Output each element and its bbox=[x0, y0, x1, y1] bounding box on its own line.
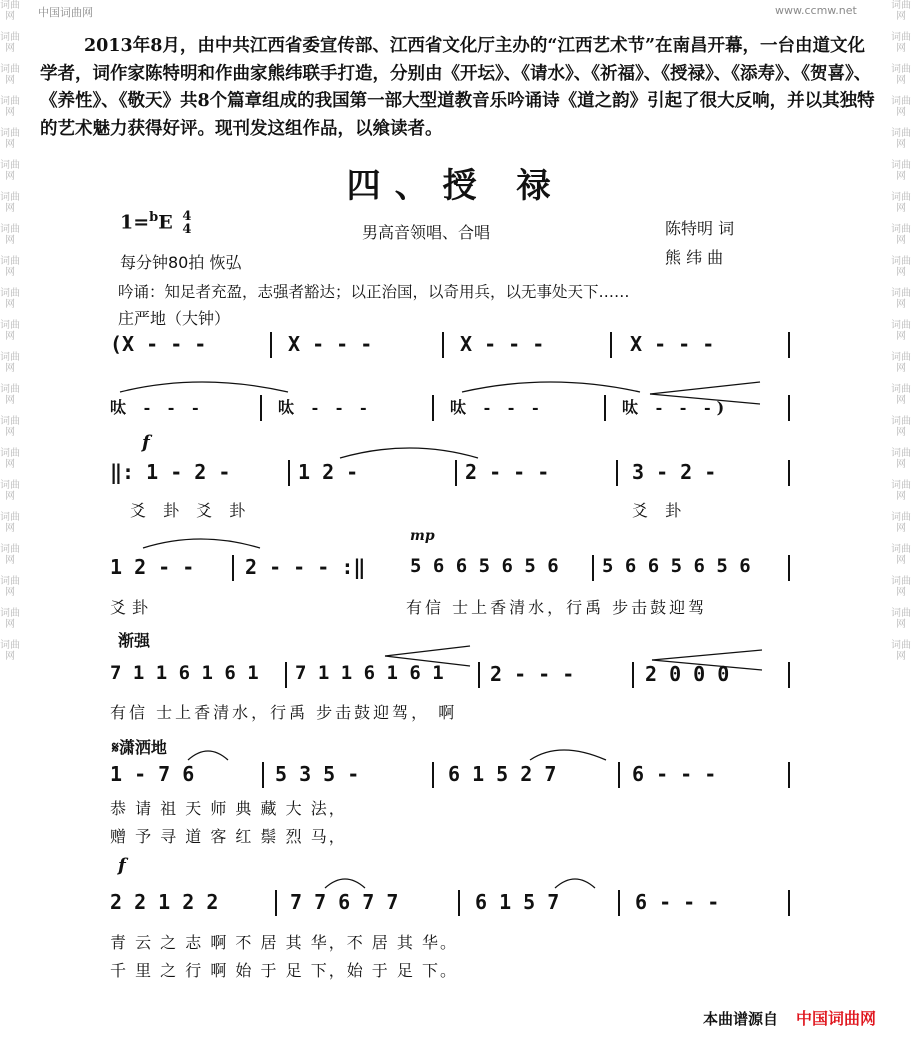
watermark-site: 中国词曲网 bbox=[38, 6, 93, 19]
barline bbox=[458, 890, 460, 916]
barline bbox=[592, 555, 594, 581]
score-row-7 bbox=[110, 890, 800, 980]
barline bbox=[618, 890, 620, 916]
hairpin-line bbox=[385, 646, 470, 656]
source-brand-link[interactable]: 中国词曲网 bbox=[795, 1009, 876, 1028]
measure-4: 6 - - - bbox=[635, 890, 720, 914]
time-signature: 4 4 bbox=[182, 209, 192, 238]
lyric-line: 爻卦 bbox=[110, 598, 155, 617]
key-signature: 1=$^b$E 4 4 bbox=[120, 209, 192, 238]
edge-watermark-left: 词曲网 词曲网 词曲网 词曲网 词曲网 词曲网 词曲网 词曲网 词曲网 词曲网 词曲网 词曲网 词曲网 词曲网 词曲网 词曲网 词曲网 词曲网 词曲网 词曲网 词曲网 bbox=[0, 0, 20, 662]
barline bbox=[788, 890, 790, 916]
measure-3: X - - - bbox=[460, 332, 545, 356]
barline bbox=[788, 460, 790, 486]
measure-2: 5 3 5 - bbox=[275, 762, 360, 786]
measure-3: 5 6 6 5 6 5 6 bbox=[410, 555, 559, 577]
lyric-line: 爻 卦 爻 卦 bbox=[130, 501, 252, 520]
measure-2: 1 2 - bbox=[298, 460, 359, 484]
performers: 男高音领唱、合唱 bbox=[362, 223, 491, 242]
barline bbox=[616, 460, 618, 486]
score-row-1 bbox=[110, 332, 800, 362]
barline bbox=[288, 460, 290, 486]
measure-3: 6 1 5 2 7 bbox=[448, 762, 557, 786]
measure-1: 7 1 1 6 1 6 1 bbox=[110, 662, 259, 684]
barline bbox=[232, 555, 234, 581]
lyric-line: 有信 士上香清水，行禹 步击鼓迎驾 bbox=[406, 598, 708, 617]
watermark-url: www.ccmw.net bbox=[775, 4, 857, 17]
barline bbox=[260, 395, 262, 421]
barline bbox=[285, 662, 287, 688]
measure-1: 1 - 7 6 bbox=[110, 762, 195, 786]
slur bbox=[340, 448, 478, 458]
barline bbox=[788, 555, 790, 581]
measure-3: 6 1 5 7 bbox=[475, 890, 560, 914]
dynamic-mezzo-piano: mp bbox=[410, 528, 435, 544]
slur bbox=[325, 879, 365, 888]
hairpin-line bbox=[652, 650, 762, 660]
measure-1: ‖: 1 - 2 - bbox=[110, 460, 231, 484]
score-row-2 bbox=[110, 395, 800, 425]
measure-3: 2 - - - bbox=[490, 662, 575, 686]
measure-1: 1 2 - - bbox=[110, 555, 195, 579]
barline bbox=[618, 762, 620, 788]
score-row-6 bbox=[110, 762, 800, 846]
slur bbox=[555, 879, 595, 888]
barline bbox=[604, 395, 606, 421]
barline bbox=[788, 395, 790, 421]
barline bbox=[610, 332, 612, 358]
lyric-line-verse-1: 恭 请 祖 天 师 典 藏 大 法， bbox=[110, 799, 347, 818]
page-title: 四、授 禄 bbox=[346, 166, 565, 206]
barline bbox=[432, 762, 434, 788]
measure-4: 5 6 6 5 6 5 6 bbox=[602, 555, 751, 577]
barline bbox=[262, 762, 264, 788]
barline bbox=[275, 890, 277, 916]
barline bbox=[270, 332, 272, 358]
barline bbox=[632, 662, 634, 688]
tempo-marking: 每分钟80拍 恢弘 bbox=[120, 253, 242, 272]
barline bbox=[432, 395, 434, 421]
lyric-line-verse-1: 青 云 之 志 啊 不 居 其 华，不 居 其 华。 bbox=[110, 933, 458, 952]
measure-4: 2 0 0 0 bbox=[645, 662, 730, 686]
lyric-line-verse-2: 赠 予 寻 道 客 红 鬃 烈 马， bbox=[110, 827, 347, 846]
slur bbox=[120, 382, 288, 392]
score-row-4 bbox=[110, 555, 800, 619]
measure-2: 7 1 1 6 1 6 1 bbox=[295, 662, 444, 684]
dynamic-forte: f bbox=[118, 855, 126, 876]
score-row-5 bbox=[110, 662, 800, 726]
slur bbox=[188, 751, 228, 760]
score-row-3 bbox=[110, 460, 800, 524]
barline bbox=[442, 332, 444, 358]
measure-1: (X - - - bbox=[110, 332, 207, 356]
measure-2: 2 - - - :‖ bbox=[245, 555, 366, 579]
lyric-cell: 呔 - - - bbox=[278, 398, 373, 417]
dynamic-forte: f bbox=[142, 432, 150, 453]
section-label-carefree: 𝄋潇洒地 bbox=[112, 738, 167, 757]
slur bbox=[530, 750, 606, 760]
lyric-line: 有信 士上香清水，行禹 步击鼓迎驾， 啊 bbox=[110, 703, 458, 722]
slur bbox=[462, 382, 640, 392]
measure-4: X - - - bbox=[630, 332, 715, 356]
measure-1: 2 2 1 2 2 bbox=[110, 890, 219, 914]
barline bbox=[788, 332, 790, 358]
barline bbox=[455, 460, 457, 486]
lyric-line-verse-2: 千 里 之 行 啊 始 于 足 下，始 于 足 下。 bbox=[110, 961, 458, 980]
lyric-cell: 呔 - - -) bbox=[622, 398, 731, 417]
crescendo-label: 渐强 bbox=[118, 631, 151, 650]
intro-paragraph: 2013年8月，由中共江西省委宣传部、江西省文化厅主办的“江西艺术节”在南昌开幕，一台由道文化学者，词作家陈特明和作曲家熊纬联手打造，分别由《开坛》、《请水》、《祈福》、《授禄》、《添寿》、《贺喜》、《养性》、《敬天》共8个篇章组成的我国第一部大型道教音乐吟诵诗《道之韵》引起了很大反响，并以其独特的艺术魅力获得好评。现刊发这组作品，以飨读者。 bbox=[40, 36, 875, 139]
measure-4: 3 - 2 - bbox=[632, 460, 717, 484]
hairpin-line bbox=[650, 382, 760, 394]
measure-2: X - - - bbox=[288, 332, 373, 356]
barline bbox=[788, 662, 790, 688]
composer-credit: 熊 纬 曲 bbox=[665, 248, 724, 267]
lyric-cell: 呔 - - - bbox=[450, 398, 545, 417]
slur bbox=[143, 539, 260, 548]
lyricist-credit: 陈特明 词 bbox=[665, 219, 735, 238]
recitation-line: 吟诵：知足者充盈，志强者豁达；以正治国，以奇用兵，以无事处天下…… bbox=[118, 283, 630, 301]
source-label: 本曲谱源自 bbox=[702, 1010, 778, 1028]
lyric-line: 爻 卦 bbox=[632, 501, 688, 520]
lyric-cell: 呔 - - - bbox=[110, 398, 205, 417]
section-label-solemn: 庄严地（大钟） bbox=[118, 309, 231, 328]
edge-watermark-right: 词曲网 词曲网 词曲网 词曲网 词曲网 词曲网 词曲网 词曲网 词曲网 词曲网 词曲网 词曲网 词曲网 词曲网 词曲网 词曲网 词曲网 词曲网 词曲网 词曲网 词曲网 bbox=[891, 0, 911, 662]
barline bbox=[478, 662, 480, 688]
measure-3: 2 - - - bbox=[465, 460, 550, 484]
measure-4: 6 - - - bbox=[632, 762, 717, 786]
measure-2: 7 7 6 7 7 bbox=[290, 890, 399, 914]
source-credit bbox=[703, 1006, 876, 1029]
barline bbox=[788, 762, 790, 788]
